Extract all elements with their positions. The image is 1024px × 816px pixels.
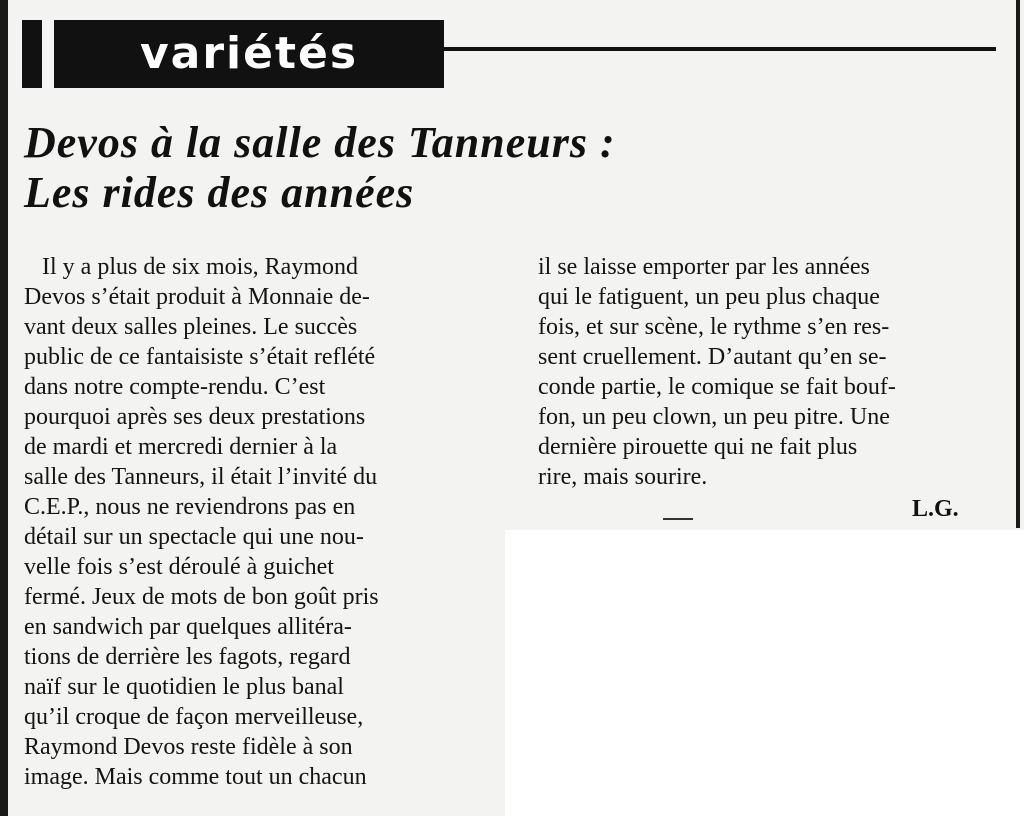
section-marker-bar xyxy=(22,20,42,88)
title-line-1: Devos à la salle des Tanneurs : xyxy=(24,118,616,167)
article-column-left xyxy=(24,252,490,792)
text-line: qui le fatiguent, un peu plus chaque xyxy=(538,284,880,310)
text-line: conde partie, le comique se fait bouf- xyxy=(538,374,896,400)
text-line: dans notre compte-rendu. C’est xyxy=(24,374,326,400)
text-line: tions de derrière les fagots, regard xyxy=(24,644,351,670)
author-signature: L.G. xyxy=(912,496,959,522)
text-line: public de ce fantaisiste s’était reflété xyxy=(24,344,376,370)
text-line: rire, mais sourire. xyxy=(538,464,708,490)
text-line: image. Mais comme tout un chacun xyxy=(24,764,367,790)
text-line: qu’il croque de façon merveilleuse, xyxy=(24,704,364,730)
text-line: salle des Tanneurs, il était l’invité du xyxy=(24,464,378,490)
right-border-rule xyxy=(1016,0,1020,528)
text-line: dernière pirouette qui ne fait plus xyxy=(538,434,858,460)
text-line: vant deux salles pleines. Le succès xyxy=(24,314,358,340)
end-dash xyxy=(663,518,693,520)
text-line: Il y a plus de six mois, Raymond xyxy=(42,254,358,280)
text-line: Devos s’était produit à Monnaie de- xyxy=(24,284,370,310)
section-label: variétés xyxy=(139,28,359,79)
left-border-rule xyxy=(0,0,8,816)
section-header xyxy=(54,20,444,88)
text-line: C.E.P., nous ne reviendrons pas en xyxy=(24,494,356,520)
text-line: détail sur un spectacle qui une nou- xyxy=(24,524,364,550)
text-line: fon, un peu clown, un peu pitre. Une xyxy=(538,404,890,430)
section-header-rule xyxy=(444,47,996,51)
title-line-2: Les rides des années xyxy=(24,168,415,217)
text-line: Raymond Devos reste fidèle à son xyxy=(24,734,353,760)
article-title xyxy=(24,118,1004,218)
blank-area xyxy=(505,530,1024,816)
text-line: pourquoi après ses deux prestations xyxy=(24,404,366,430)
text-line: velle fois s’est déroulé à guichet xyxy=(24,554,334,580)
article-column-right xyxy=(538,252,1000,492)
text-line: fermé. Jeux de mots de bon goût pris xyxy=(24,584,379,610)
text-line: de mardi et mercredi dernier à la xyxy=(24,434,338,460)
text-line: naïf sur le quotidien le plus banal xyxy=(24,674,344,700)
text-line: fois, et sur scène, le rythme s’en res- xyxy=(538,314,890,340)
text-line: il se laisse emporter par les années xyxy=(538,254,870,280)
text-line: sent cruellement. D’autant qu’en se- xyxy=(538,344,887,370)
text-line: en sandwich par quelques allitéra- xyxy=(24,614,352,640)
